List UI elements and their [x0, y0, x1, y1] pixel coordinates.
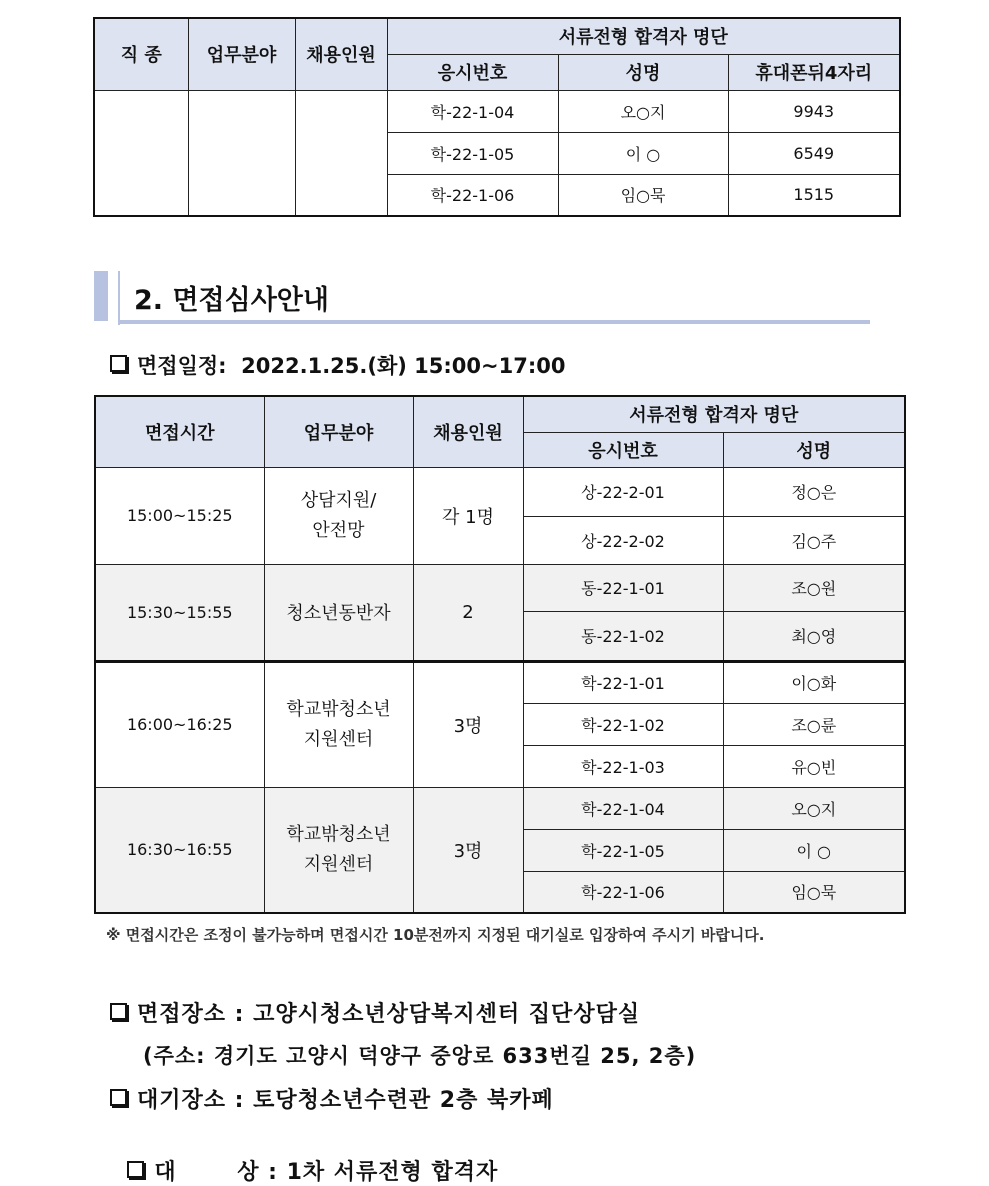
cell-name: 조○륜 [723, 703, 905, 745]
checkbox-bullet-icon [127, 1161, 144, 1178]
cell-time: 15:00~15:25 [95, 467, 264, 564]
info-waiting: 대기장소 : 토당청소년수련관 2층 북카페 [137, 1088, 554, 1113]
cell-name: 이 ○ [558, 132, 728, 174]
header-phone: 휴대폰뒤4자리 [728, 54, 900, 90]
cell-field-empty [188, 90, 295, 216]
header-hire: 채용인원 [413, 396, 523, 467]
field-line: 청소년동반자 [286, 603, 391, 624]
cell-phone: 6549 [728, 132, 900, 174]
cell-name: 최○영 [723, 611, 905, 661]
cell-field [264, 467, 413, 564]
cell-hire-empty [295, 90, 387, 216]
field-line: 상담지원/ [300, 489, 377, 511]
applicant-list-table-top [93, 17, 901, 217]
cell-name: 유○빈 [723, 745, 905, 787]
header-group: 서류전형 합격자 명단 [387, 18, 900, 54]
cell-name: 조○원 [723, 564, 905, 611]
cell-hire: 3명 [413, 787, 523, 913]
cell-num: 학-22-1-06 [387, 174, 558, 216]
cell-time: 15:30~15:55 [95, 564, 264, 661]
info-target-line [110, 1130, 498, 1186]
cell-name: 정○은 [723, 467, 905, 516]
header-num: 응시번호 [523, 432, 723, 467]
header-job: 직 종 [94, 18, 188, 90]
schedule-label: 면접일정: [137, 354, 227, 378]
cell-num: 동-22-1-02 [523, 611, 723, 661]
cell-name: 김○주 [723, 516, 905, 564]
section-underline [118, 320, 870, 324]
cell-num: 상-22-2-01 [523, 467, 723, 516]
cell-num: 학-22-1-01 [523, 661, 723, 703]
checkbox-bullet-icon [110, 355, 127, 372]
header-name: 성명 [723, 432, 905, 467]
cell-name: 임○묵 [723, 871, 905, 913]
checkbox-bullet-icon [110, 1089, 127, 1106]
cell-name: 오○지 [723, 787, 905, 829]
cell-num: 학-22-1-05 [387, 132, 558, 174]
interview-schedule-table [94, 395, 906, 914]
cell-hire: 2 [413, 564, 523, 661]
cell-name: 오○지 [558, 90, 728, 132]
header-time: 면접시간 [95, 396, 264, 467]
cell-field [264, 564, 413, 661]
cell-job-empty [94, 90, 188, 216]
cell-field [264, 661, 413, 787]
field-line: 지원센터 [303, 853, 374, 875]
header-name: 성명 [558, 54, 728, 90]
section-accent-bar [94, 271, 108, 321]
checkbox-bullet-icon [110, 1003, 127, 1020]
cell-name: 이○화 [723, 661, 905, 703]
info-place: 면접장소 : 고양시청소년상담복지센터 집단상담실 [137, 1002, 641, 1027]
header-field: 업무분야 [188, 18, 295, 90]
cell-name: 임○묵 [558, 174, 728, 216]
cell-hire: 각 1명 [413, 467, 523, 564]
info-waiting-line [110, 1083, 554, 1114]
field-line: 학교밖청소년 [286, 823, 391, 845]
cell-time: 16:30~16:55 [95, 787, 264, 913]
field-line: 학교밖청소년 [286, 698, 391, 720]
cell-num: 학-22-1-06 [523, 871, 723, 913]
section-divider-vertical [118, 271, 120, 325]
schedule-line [110, 350, 565, 380]
schedule-value: 2022.1.25.(화) 15:00~17:00 [241, 354, 566, 378]
header-num: 응시번호 [387, 54, 558, 90]
cell-phone: 1515 [728, 174, 900, 216]
header-group: 서류전형 합격자 명단 [523, 396, 905, 432]
field-line: 지원센터 [303, 728, 374, 750]
cell-num: 학-22-1-02 [523, 703, 723, 745]
info-address: (주소: 경기도 고양시 덕양구 중앙로 633번길 25, 2층) [143, 1044, 697, 1068]
info-place-line [110, 997, 640, 1028]
header-hire: 채용인원 [295, 18, 387, 90]
header-field: 업무분야 [264, 396, 413, 467]
cell-field [264, 787, 413, 913]
cell-name: 이 ○ [723, 829, 905, 871]
cell-phone: 9943 [728, 90, 900, 132]
field-line: 안전망 [312, 519, 365, 541]
cell-num: 상-22-2-02 [523, 516, 723, 564]
info-target: 대 상 : 1차 서류전형 합격자 [154, 1160, 499, 1185]
cell-time: 16:00~16:25 [95, 661, 264, 787]
section-title: 2. 면접심사안내 [134, 285, 329, 316]
cell-num: 학-22-1-05 [523, 829, 723, 871]
cell-num: 학-22-1-03 [523, 745, 723, 787]
interview-note: ※ 면접시간은 조정이 불가능하며 면접시간 10분전까지 지정된 대기실로 입장하여 주시기 바랍니다. [106, 926, 765, 944]
cell-num: 동-22-1-01 [523, 564, 723, 611]
cell-num: 학-22-1-04 [523, 787, 723, 829]
cell-num: 학-22-1-04 [387, 90, 558, 132]
cell-hire: 3명 [413, 661, 523, 787]
